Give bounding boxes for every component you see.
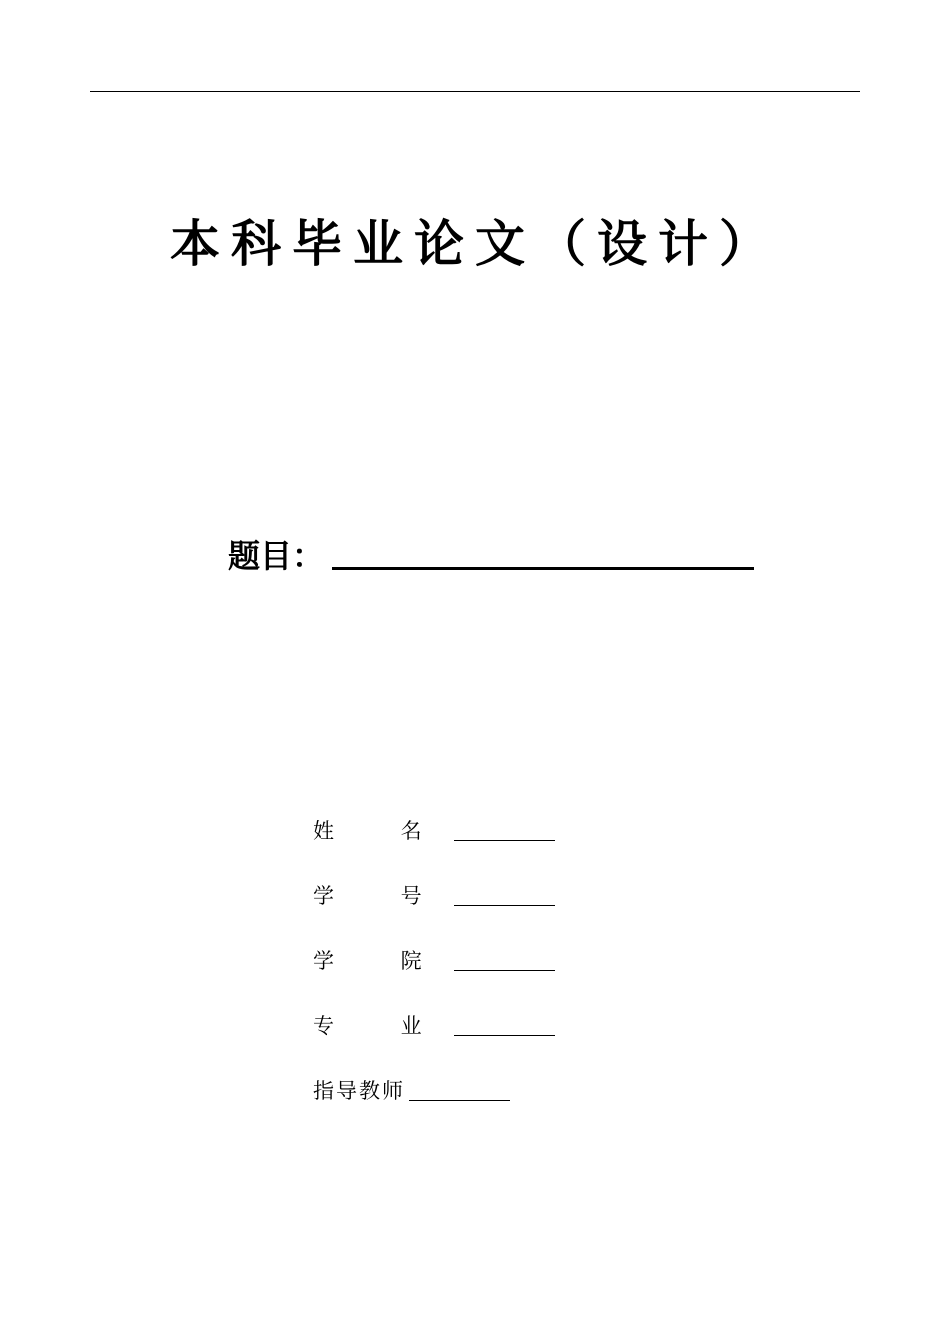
name-label: 姓 名 [313,819,452,843]
info-row-major [313,1007,555,1041]
topic-label: 题目： [228,537,325,575]
name-blank-line [454,840,555,841]
advisor-blank-line [409,1100,510,1101]
info-row-college [313,942,555,976]
major-blank-line [454,1035,555,1036]
topic-row [228,532,754,576]
info-row-name [313,812,555,846]
student-id-blank-line [454,905,555,906]
advisor-label: 指导教师 [313,1079,405,1103]
page-title: 本科毕业论文（设计） [170,214,780,273]
college-label: 学 院 [313,949,452,973]
header-rule [90,91,860,92]
topic-blank-line [332,567,754,570]
student-id-label: 学 号 [313,884,452,908]
info-row-advisor [313,1072,555,1106]
student-info-block [313,812,555,1137]
info-row-student-id [313,877,555,911]
college-blank-line [454,970,555,971]
major-label: 专 业 [313,1014,452,1038]
